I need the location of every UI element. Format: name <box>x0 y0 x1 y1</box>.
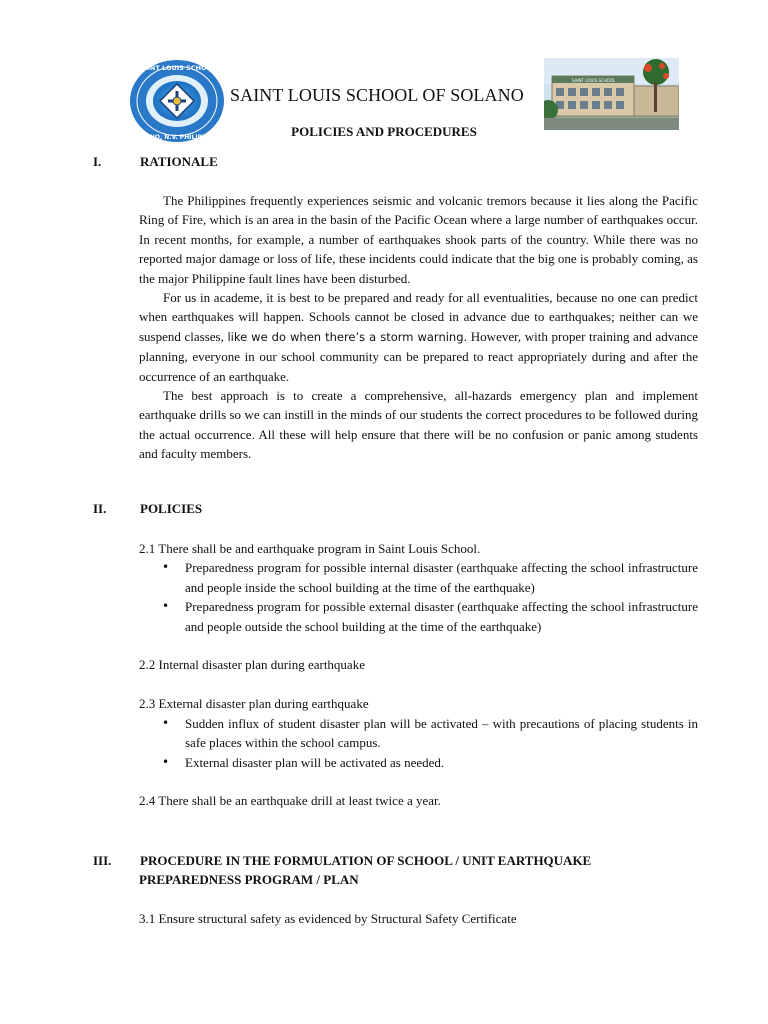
policies-body <box>139 539 698 810</box>
policy-item-2-1: 2.1 There shall be and earthquake program in Saint Louis School. <box>139 541 481 556</box>
section-title: RATIONALE <box>140 154 218 169</box>
policy-item-2-3: 2.3 External disaster plan during earthquake <box>139 696 369 712</box>
rationale-paragraph-1: The Philippines frequently experiences seismic and volcanic tremors because it lies along the Pacific Ring of Fire, which is an area in the basin of the Pacific Ocean where a large number of earthquakes occur. In recent months, for example, a number of earthquakes shook parts of the country. While there was no reported major damage or loss of life, these incidents could indicate that the big one is probably coming, as the major Philippine fault lines have been disturbed. <box>139 193 698 286</box>
list-item: • External disaster plan will be activated as needed. <box>139 753 698 772</box>
section-title: POLICIES <box>140 501 203 516</box>
list-item: • Preparedness program for possible internal disaster (earthquake affecting the school infrastructure and people inside the school building at the time of the earthquake) <box>139 558 698 597</box>
section-number: II. <box>93 501 107 516</box>
section-heading-policies <box>93 499 202 518</box>
svg-text:SOLANO, N.V. PHILIPPINES: SOLANO, N.V. PHILIPPINES <box>132 134 222 141</box>
svg-text:SAINT LOUIS SCHOOL: SAINT LOUIS SCHOOL <box>572 78 616 83</box>
list-item: • Sudden influx of student disaster plan will be activated – with precautions of placing students in safe places within the school campus. <box>139 714 698 753</box>
section-number: III. <box>93 853 112 868</box>
policy-item-2-2: 2.2 Internal disaster plan during earthquake <box>139 657 365 673</box>
section-heading-procedure <box>93 851 591 870</box>
rationale-paragraph-3: The best approach is to create a comprehensive, all-hazards emergency plan and implement earthquake drills so we can instill in the minds of our students the correct procedures to be followed during the actual occurrence. All these will help ensure that there will be no confusion or panic among students and faculty members. <box>139 388 698 462</box>
procedure-item-3-1: 3.1 Ensure structural safety as evidenced by Structural Safety Certificate <box>139 911 517 926</box>
section-number: I. <box>93 154 102 169</box>
policy-2-3-list <box>139 714 698 772</box>
section-title-continued: PREPAREDNESS PROGRAM / PLAN <box>139 872 359 887</box>
svg-text:SAINT LOUIS SCHOOL: SAINT LOUIS SCHOOL <box>137 64 217 72</box>
letterhead <box>0 0 768 140</box>
policy-2-1-list <box>139 558 698 636</box>
list-item: • Preparedness program for possible external disaster (earthquake affecting the school infrastructure and people outside the school building at the time of the earthquake) <box>139 597 698 636</box>
rationale-paragraph-2: For us in academe, it is best to be prepared and ready for all eventualities, because no one can predict when earthquakes will happen. Schools cannot be closed in advance due to earthquakes; neither can we suspend classes, like we do when there’s a storm warning. However, with proper training and advance planning, everyone in our school community can be prepared to react appropriately during and after the occurrence of an earthquake. <box>139 290 699 384</box>
section-title: PROCEDURE IN THE FORMULATION OF SCHOOL / UNIT EARTHQUAKE <box>140 853 592 868</box>
document-title: POLICIES AND PROCEDURES <box>291 124 477 139</box>
rationale-body <box>139 191 698 464</box>
section-heading-rationale <box>93 152 218 171</box>
school-building-photo <box>544 58 679 130</box>
procedure-body <box>139 909 698 928</box>
policy-item-2-4: 2.4 There shall be an earthquake drill at least twice a year. <box>139 793 441 809</box>
school-name: SAINT LOUIS SCHOOL OF SOLANO <box>230 85 524 105</box>
